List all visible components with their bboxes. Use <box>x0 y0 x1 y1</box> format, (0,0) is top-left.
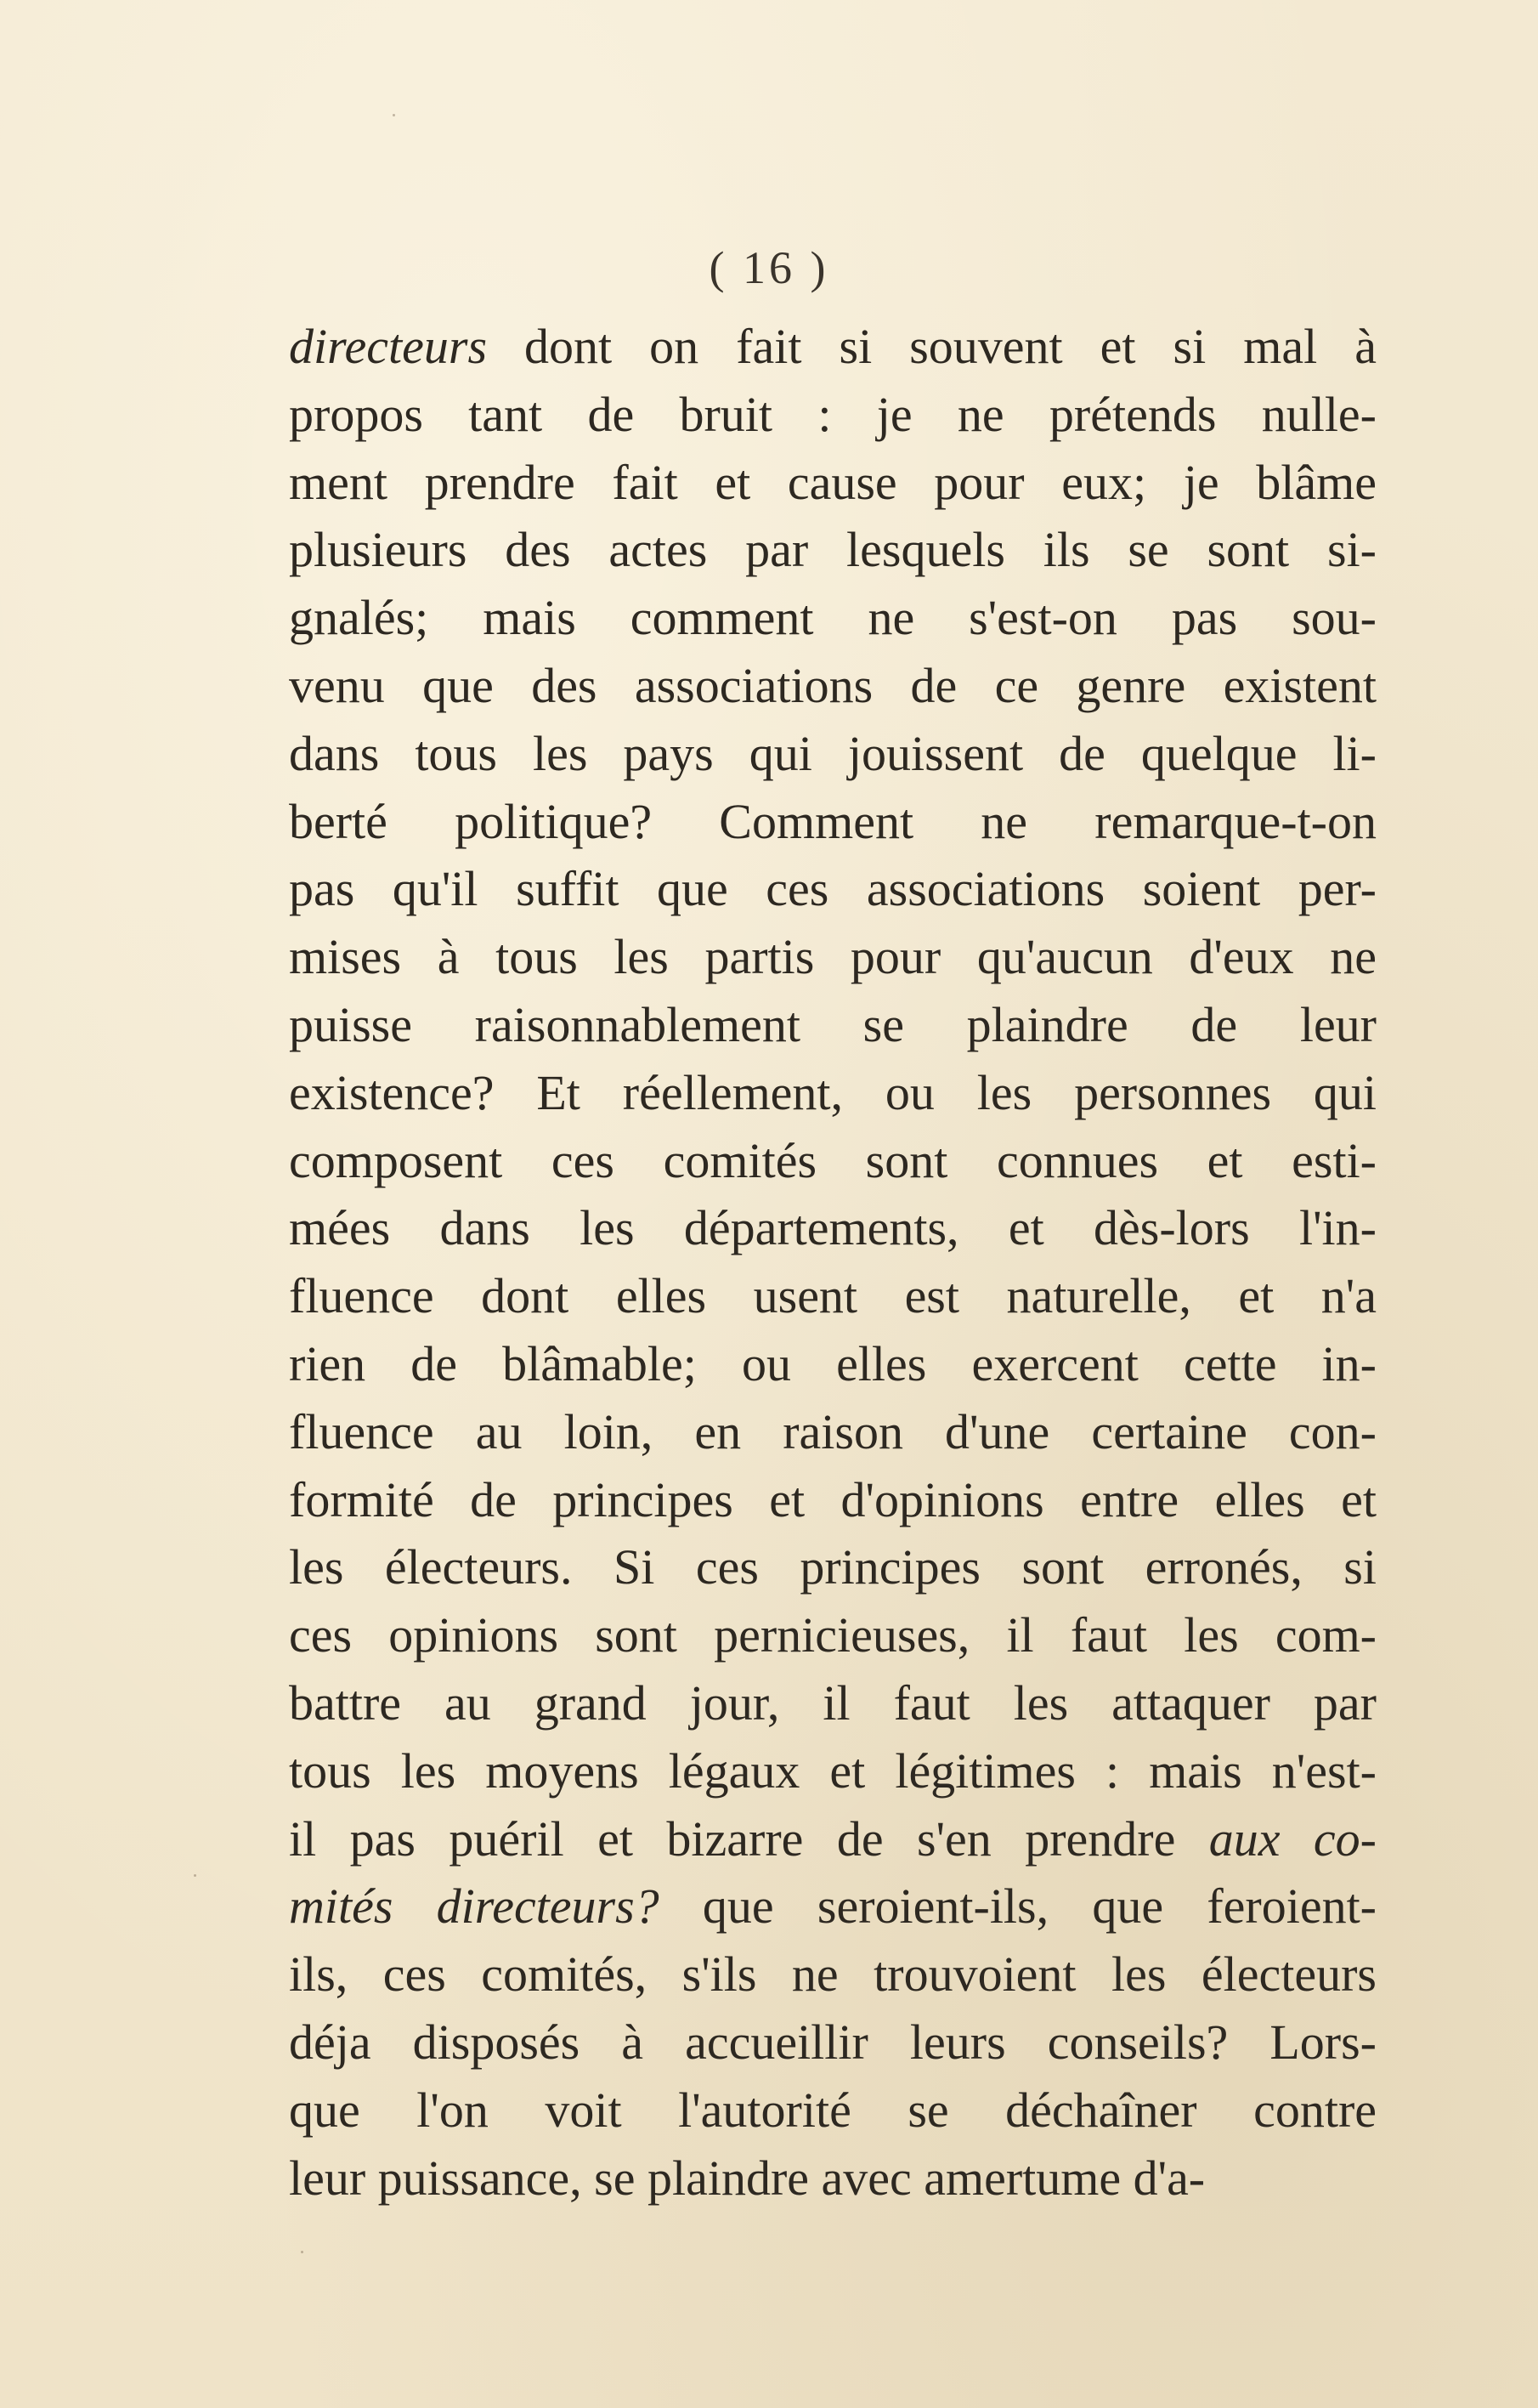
line-text: berté politique? Comment ne remarque-t-on <box>289 793 1377 849</box>
text-line <box>289 1601 1377 1669</box>
text-line <box>289 923 1377 991</box>
text-line <box>289 449 1377 517</box>
line-text: il pas puéril et bizarre de s'en prendre <box>289 1810 1209 1867</box>
text-line <box>289 1805 1377 1873</box>
paper-speck <box>194 1874 196 1877</box>
line-text: dans tous les pays qui jouissent de quelque li- <box>289 725 1377 781</box>
italic-text: aux co- <box>1208 1810 1377 1867</box>
text-line <box>289 652 1377 720</box>
line-text: que l'on voit l'autorité se déchaîner contre <box>289 2082 1377 2138</box>
line-text: leur puissance, se plaindre avec amertume d'a- <box>289 2150 1206 2206</box>
line-text: gnalés; mais comment ne s'est-on pas sou- <box>289 590 1377 646</box>
paper-speck <box>301 2251 303 2253</box>
paper-speck <box>393 114 395 116</box>
line-text: déja disposés à accueillir leurs conseils? Lors- <box>289 2014 1377 2070</box>
text-line <box>289 788 1377 856</box>
line-text: venu que des associations de ce genre existent <box>289 657 1377 713</box>
text-line <box>289 1059 1377 1127</box>
text-line <box>289 1873 1377 1941</box>
text-line <box>289 991 1377 1059</box>
line-text: dont on fait si souvent et si mal à <box>487 319 1377 374</box>
line-text: puisse raisonnablement se plaindre de leur <box>289 996 1377 1052</box>
text-line <box>289 1533 1377 1601</box>
line-text: formité de principes et d'opinions entre elles et <box>289 1471 1377 1527</box>
text-line <box>289 2145 1377 2213</box>
text-line <box>289 1669 1377 1737</box>
line-text: fluence dont elles usent est naturelle, et n'a <box>289 1268 1377 1324</box>
text-line <box>289 1127 1377 1195</box>
line-text: ment prendre fait et cause pour eux; je blâme <box>289 454 1377 510</box>
line-text: mées dans les départements, et dès-lors l'in- <box>289 1200 1377 1256</box>
text-line <box>289 1941 1377 2009</box>
text-line <box>289 1398 1377 1466</box>
italic-text: directeurs <box>289 319 488 374</box>
line-text: battre au grand jour, il faut les attaquer par <box>289 1674 1377 1731</box>
text-line <box>289 720 1377 788</box>
line-text: plusieurs des actes par lesquels ils se sont si- <box>289 522 1377 578</box>
body-text <box>289 313 1377 2212</box>
line-text: fluence au loin, en raison d'une certaine con- <box>289 1403 1377 1459</box>
line-text: ils, ces comités, s'ils ne trouvoient les électeurs <box>289 1946 1377 2003</box>
text-line <box>289 855 1377 923</box>
text-line <box>289 1194 1377 1262</box>
text-line <box>289 1262 1377 1330</box>
line-text: composent ces comités sont connues et esti- <box>289 1132 1377 1188</box>
text-line <box>289 313 1377 381</box>
text-line <box>289 1330 1377 1398</box>
line-text: que seroient-ils, que feroient- <box>659 1878 1377 1935</box>
line-text: propos tant de bruit : je ne prétends nulle- <box>289 386 1377 442</box>
line-text: existence? Et réellement, ou les personnes qui <box>289 1064 1377 1120</box>
line-text: pas qu'il suffit que ces associations soient per- <box>289 861 1377 917</box>
text-line <box>289 2009 1377 2077</box>
text-line <box>289 1737 1377 1805</box>
line-text: rien de blâmable; ou elles exercent cette in- <box>289 1335 1377 1391</box>
text-line <box>289 2077 1377 2145</box>
line-text: tous les moyens légaux et légitimes : mais n'est- <box>289 1742 1377 1799</box>
italic-text: mités directeurs? <box>289 1878 659 1935</box>
text-line <box>289 1466 1377 1534</box>
page-number: ( 16 ) <box>709 242 829 293</box>
text-line <box>289 584 1377 652</box>
line-text: les électeurs. Si ces principes sont erronés, si <box>289 1539 1377 1595</box>
line-text: mises à tous les partis pour qu'aucun d'eux ne <box>289 929 1377 985</box>
text-line <box>289 516 1377 584</box>
line-text: ces opinions sont pernicieuses, il faut les com- <box>289 1607 1377 1663</box>
text-line <box>289 381 1377 449</box>
